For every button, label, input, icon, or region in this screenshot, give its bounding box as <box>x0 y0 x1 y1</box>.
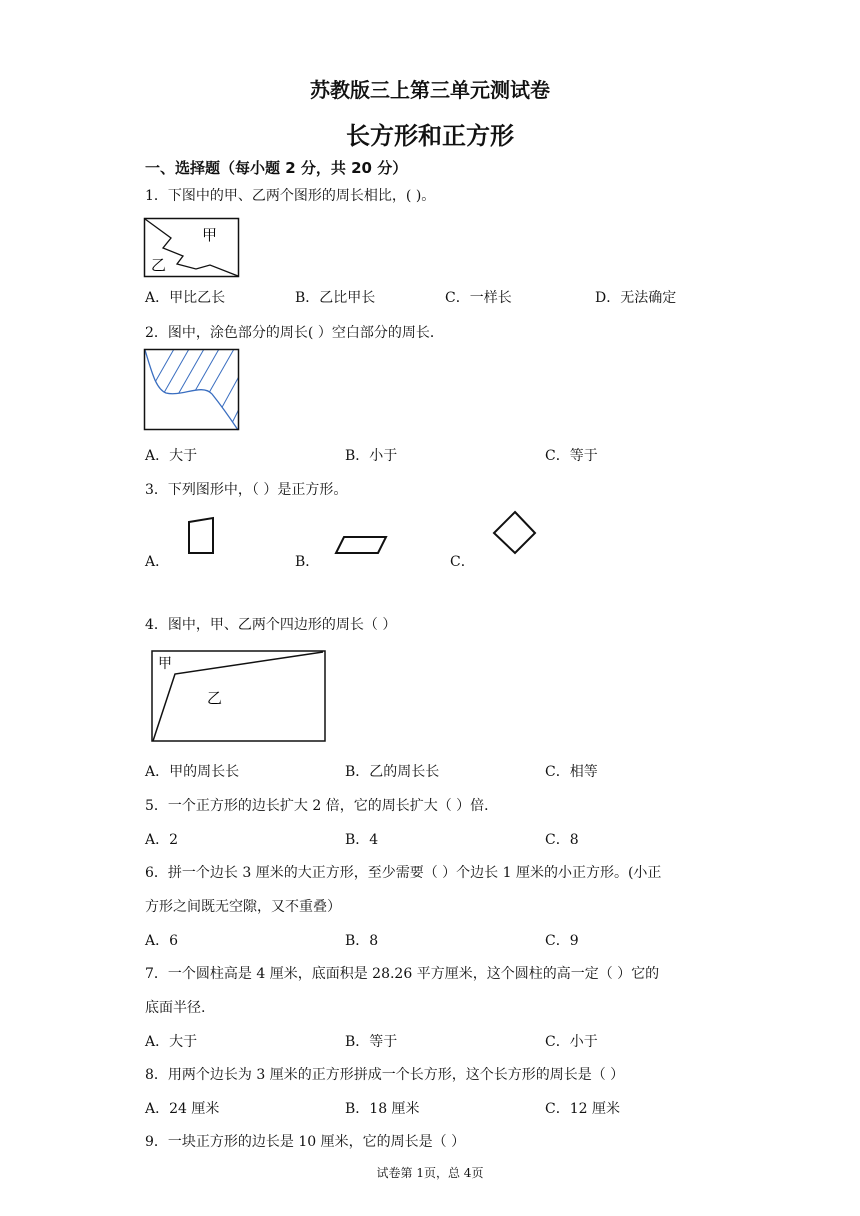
question-6-text-line-1: 6．拼一个边长 3 厘米的大正方形，至少需要（ ）个边长 1 厘米的小正方形。(小正 <box>145 865 662 881</box>
question-4-option-a[interactable]: A．甲的周长长 <box>145 764 240 780</box>
question-3-option-a[interactable]: A． <box>145 554 170 570</box>
question-8-text: 8．用两个边长为 3 厘米的正方形拼成一个长方形，这个长方形的周长是（ ） <box>145 1067 625 1083</box>
question-8-option-c[interactable]: C．12 厘米 <box>545 1101 620 1117</box>
question-2-option-a[interactable]: A．大于 <box>145 448 198 464</box>
question-6-option-c[interactable]: C．9 <box>545 933 579 949</box>
question-3-option-c[interactable]: C． <box>450 554 475 570</box>
question-9-text: 9．一块正方形的边长是 10 厘米，它的周长是（ ） <box>145 1134 466 1150</box>
section-title: 一、选择题（每小题 2 分，共 20 分） <box>145 159 408 177</box>
question-5-option-c[interactable]: C．8 <box>545 832 579 848</box>
question-1-label-jia: 甲 <box>202 226 218 244</box>
question-4-label-yi: 乙 <box>207 689 223 707</box>
question-3-text: 3．下列图形中，（ ）是正方形。 <box>145 482 348 498</box>
exam-title: 苏教版三上第三单元测试卷 <box>310 78 550 102</box>
question-4-text: 4．图中，甲、乙两个四边形的周长（ ） <box>145 617 397 633</box>
exam-subtitle: 长方形和正方形 <box>346 122 514 150</box>
question-7-option-a[interactable]: A．大于 <box>145 1034 198 1050</box>
page-footer: 试卷第 1页，总 4页 <box>376 1166 484 1180</box>
question-3-shape-c-square[interactable] <box>492 510 538 556</box>
question-3-option-b[interactable]: B． <box>295 554 320 570</box>
question-6-text-line-2: 方形之间既无空隙，又不重叠） <box>145 899 341 915</box>
question-2-option-c[interactable]: C．等于 <box>545 448 598 464</box>
question-5-option-b[interactable]: B．4 <box>345 832 379 848</box>
question-3-shape-a-trapezoid[interactable] <box>185 516 219 556</box>
question-4-figure <box>151 650 327 744</box>
question-2-figure <box>144 349 240 431</box>
question-4-option-b[interactable]: B．乙的周长长 <box>345 764 440 780</box>
question-2-option-b[interactable]: B．小于 <box>345 448 398 464</box>
question-1-figure <box>144 218 240 278</box>
question-1-option-c[interactable]: C．一样长 <box>445 290 512 306</box>
question-1-label-yi: 乙 <box>151 256 167 274</box>
question-4-label-jia: 甲 <box>158 656 172 672</box>
question-7-option-c[interactable]: C．小于 <box>545 1034 598 1050</box>
question-2-text: 2．图中，涂色部分的周长( ）空白部分的周长． <box>145 325 444 341</box>
question-8-option-a[interactable]: A．24 厘米 <box>145 1101 220 1117</box>
question-4-option-c[interactable]: C．相等 <box>545 764 598 780</box>
question-6-option-a[interactable]: A．6 <box>145 933 179 949</box>
question-1-option-b[interactable]: B．乙比甲长 <box>295 290 376 306</box>
question-7-text-line-1: 7．一个圆柱高是 4 厘米，底面积是 28.26 平方厘米，这个圆柱的高一定（ ）它的 <box>145 966 660 982</box>
question-6-option-b[interactable]: B．8 <box>345 933 379 949</box>
question-7-text-line-2: 底面半径. <box>145 1000 206 1016</box>
question-1-option-d[interactable]: D．无法确定 <box>595 290 677 306</box>
question-8-option-b[interactable]: B．18 厘米 <box>345 1101 420 1117</box>
question-1-text: 1．下图中的甲、乙两个图形的周长相比，( )。 <box>145 188 436 204</box>
question-5-text: 5．一个正方形的边长扩大 2 倍，它的周长扩大（ ）倍． <box>145 798 499 814</box>
question-5-option-a[interactable]: A．2 <box>145 832 179 848</box>
question-3-shape-b-parallelogram[interactable] <box>334 534 390 556</box>
question-1-option-a[interactable]: A．甲比乙长 <box>145 290 226 306</box>
question-7-option-b[interactable]: B．等于 <box>345 1034 398 1050</box>
